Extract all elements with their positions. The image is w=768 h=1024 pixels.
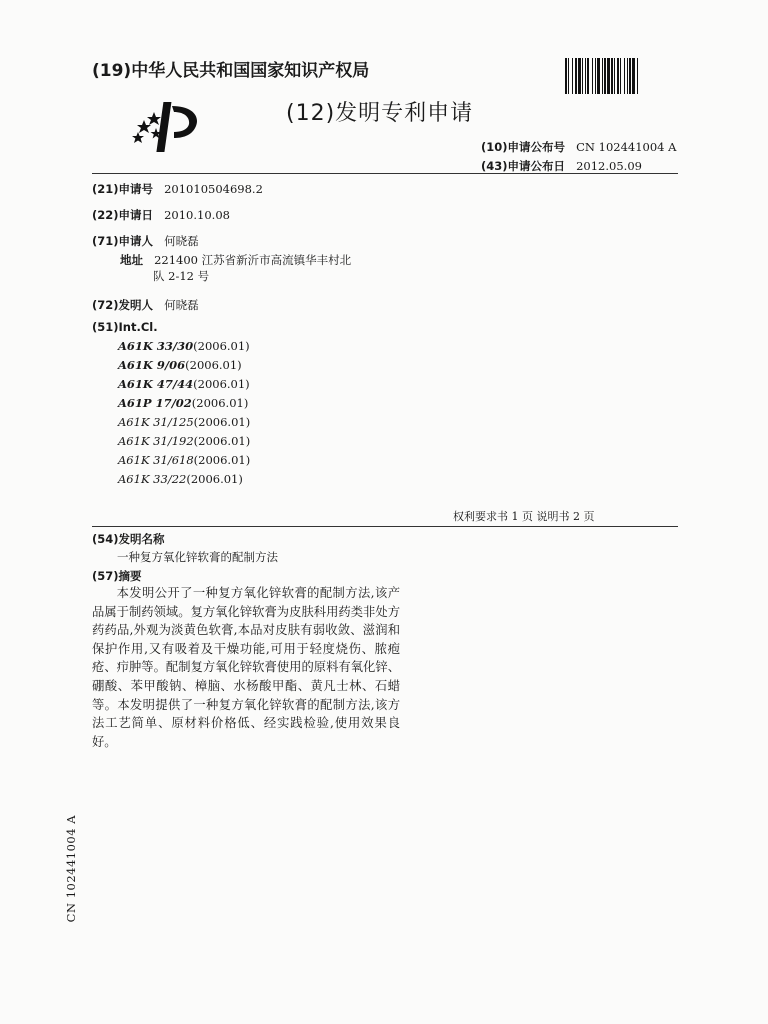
ipc-version: (2006.01) bbox=[193, 339, 250, 353]
ipc-code: A61K 33/22 bbox=[118, 472, 187, 486]
abstract-text: 本发明公开了一种复方氧化锌软膏的配制方法,该产品属于制药领域。复方氧化锌软膏为皮肤科用药类非处方药药品,外观为淡黄色软膏,本品对皮肤有弱收敛、滋润和保护作用,又有吸着及干燥功能,可用于轻度烧伤、脓疱疮、疖肿等。配制复方氧化锌软膏使用的原料有氧化锌、硼酸、苯甲酸钠、樟脑、水杨酸甲酯、黄凡士林、石蜡等。本发明提供了一种复方氧化锌软膏的配制方法,该方法工艺简单、原材料价格低、经实践检验,使用效果良好。 bbox=[92, 586, 400, 749]
publication-number-label: (10)申请公布号 bbox=[481, 140, 566, 154]
page-count: 权利要求书 1 页 说明书 2 页 bbox=[453, 510, 595, 523]
ipc-code: A61K 31/125 bbox=[118, 415, 194, 429]
address-line-2: 队 2-12 号 bbox=[153, 269, 210, 283]
application-date-row bbox=[92, 204, 230, 223]
application-number-value: 201010504698.2 bbox=[164, 182, 263, 196]
int-cl-label: (51)Int.Cl. bbox=[92, 320, 158, 334]
ipc-version: (2006.01) bbox=[193, 453, 251, 467]
inventor-label: (72)发明人 bbox=[92, 298, 154, 312]
barcode-icon bbox=[565, 58, 677, 94]
ipc-code: A61K 33/30 bbox=[118, 339, 194, 353]
ipc-version: (2006.01) bbox=[193, 415, 251, 429]
application-date-value: 2010.10.08 bbox=[164, 208, 230, 222]
ipc-row bbox=[118, 451, 250, 470]
invention-title: 一种复方氧化锌软膏的配制方法 bbox=[117, 550, 278, 564]
ipc-row bbox=[118, 356, 250, 375]
ipc-version: (2006.01) bbox=[186, 472, 243, 486]
document-type-title: (12)发明专利申请 bbox=[286, 101, 474, 126]
ipc-code: A61K 9/06 bbox=[118, 358, 186, 372]
applicant-row bbox=[92, 230, 199, 249]
header-divider bbox=[92, 173, 678, 174]
ipc-row bbox=[118, 470, 250, 489]
ipc-version: (2006.01) bbox=[193, 377, 250, 391]
publication-number-value: CN 102441004 A bbox=[576, 140, 677, 154]
ipc-version: (2006.01) bbox=[185, 358, 242, 372]
applicant-label: (71)申请人 bbox=[92, 234, 154, 248]
publication-date-value: 2012.05.09 bbox=[576, 159, 642, 173]
address-line-1: 221400 江苏省新沂市高流镇华丰村北 bbox=[154, 253, 352, 267]
cnipa-logo-icon bbox=[126, 98, 210, 154]
publication-date-row bbox=[481, 155, 642, 174]
ipc-row bbox=[118, 432, 250, 451]
ipc-list bbox=[118, 337, 250, 489]
application-date-label: (22)申请日 bbox=[92, 208, 154, 222]
invention-title-label: (54)发明名称 bbox=[92, 532, 165, 546]
address-row bbox=[120, 249, 351, 268]
application-number-row bbox=[92, 178, 263, 197]
ipc-code: A61K 31/192 bbox=[118, 434, 194, 448]
office-name: (19)中华人民共和国国家知识产权局 bbox=[92, 61, 370, 81]
abstract-label: (57)摘要 bbox=[92, 569, 142, 583]
ipc-version: (2006.01) bbox=[191, 396, 249, 410]
ipc-code: A61K 47/44 bbox=[118, 377, 194, 391]
ipc-code: A61P 17/02 bbox=[118, 396, 192, 410]
ipc-row bbox=[118, 337, 250, 356]
ipc-code: A61K 31/618 bbox=[118, 453, 194, 467]
ipc-row bbox=[118, 375, 250, 394]
ipc-row bbox=[118, 394, 250, 413]
application-number-label: (21)申请号 bbox=[92, 182, 154, 196]
inventor-row bbox=[92, 294, 199, 313]
inventor-value: 何晓磊 bbox=[164, 298, 199, 312]
address-label: 地址 bbox=[120, 253, 143, 267]
applicant-value: 何晓磊 bbox=[164, 234, 199, 248]
side-publication-number: CN 102441004 A bbox=[64, 815, 78, 923]
ipc-row bbox=[118, 413, 250, 432]
publication-number-row bbox=[481, 136, 676, 155]
ipc-version: (2006.01) bbox=[193, 434, 251, 448]
page-count-divider bbox=[92, 526, 678, 527]
publication-date-label: (43)申请公布日 bbox=[481, 159, 566, 173]
